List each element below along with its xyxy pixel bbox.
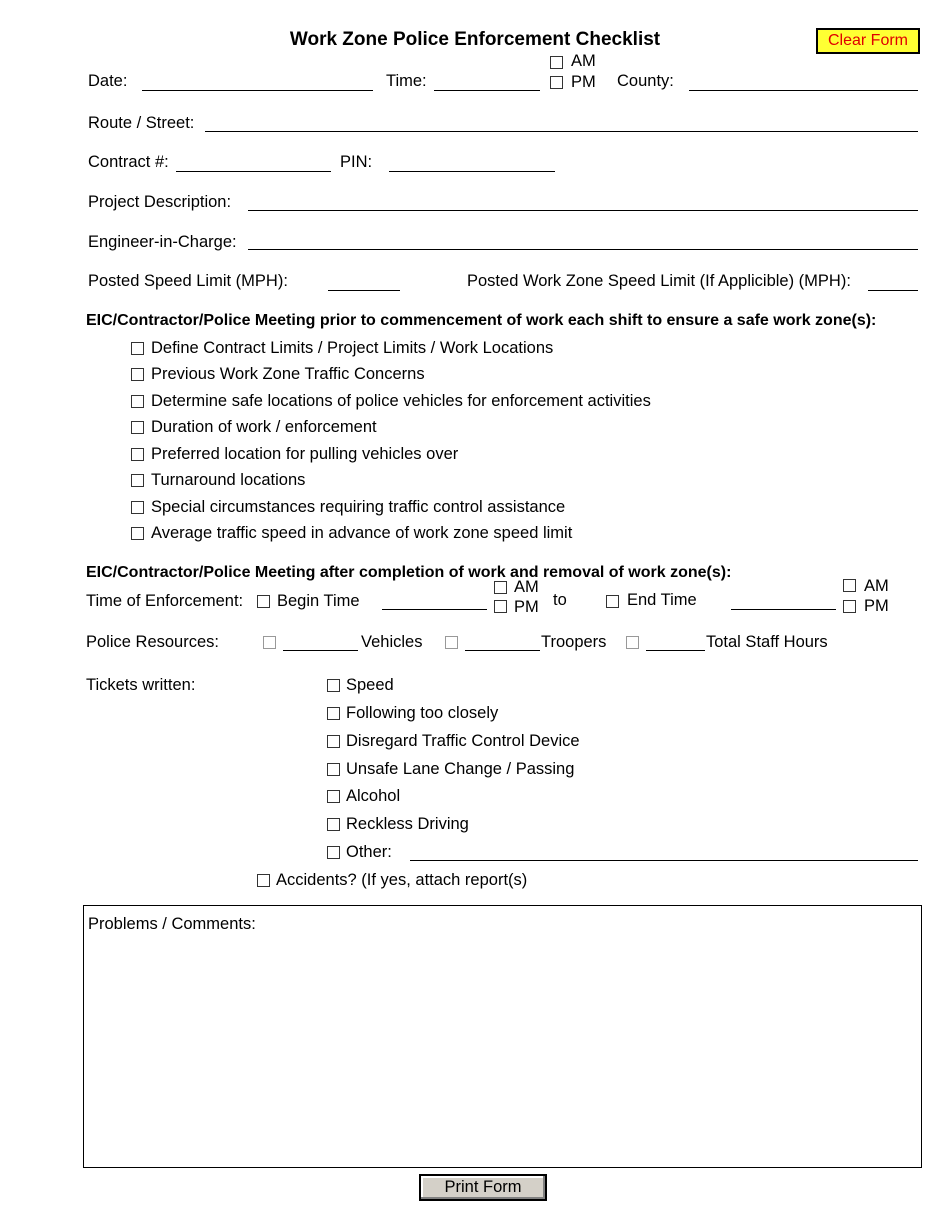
prior-item-checkbox[interactable] (131, 448, 144, 461)
accidents-checkbox[interactable] (257, 874, 270, 887)
tickets-label: Tickets written: (86, 676, 196, 694)
end-pm-checkbox[interactable] (843, 600, 856, 613)
troopers-count-field[interactable] (465, 650, 540, 651)
time-pm-label: PM (571, 73, 596, 91)
to-label: to (553, 591, 567, 609)
vehicles-count-field[interactable] (283, 650, 358, 651)
vehicles-checkbox[interactable] (263, 636, 276, 649)
meeting-after-heading: EIC/Contractor/Police Meeting after completion of work and removal of work zone(s): (86, 564, 732, 581)
time-field[interactable] (434, 90, 540, 91)
contract-label: Contract #: (88, 153, 169, 171)
posted-speed-label: Posted Speed Limit (MPH): (88, 272, 288, 290)
prior-item-checkbox[interactable] (131, 527, 144, 540)
ticket-label: Alcohol (346, 787, 401, 805)
print-form-button[interactable]: Print Form (419, 1174, 547, 1201)
prior-item-label: Preferred location for pulling vehicles over (151, 445, 459, 463)
work-zone-speed-field[interactable] (868, 290, 918, 291)
ticket-other-checkbox[interactable] (327, 846, 340, 859)
prior-item-checkbox[interactable] (131, 342, 144, 355)
begin-am-checkbox[interactable] (494, 581, 507, 594)
pin-field[interactable] (389, 171, 555, 172)
prior-item-checkbox[interactable] (131, 368, 144, 381)
end-pm-label: PM (864, 597, 889, 615)
begin-time-checkbox[interactable] (257, 595, 270, 608)
prior-item-label: Previous Work Zone Traffic Concerns (151, 365, 425, 383)
prior-item-checkbox[interactable] (131, 474, 144, 487)
ticket-label: Reckless Driving (346, 815, 469, 833)
end-am-label: AM (864, 577, 889, 595)
ticket-label: Disregard Traffic Control Device (346, 732, 580, 750)
time-label: Time: (386, 72, 427, 90)
accidents-label: Accidents? (If yes, attach report(s) (276, 871, 528, 889)
project-description-label: Project Description: (88, 193, 232, 211)
meeting-prior-heading: EIC/Contractor/Police Meeting prior to commencement of work each shift to ensure a safe work zone(s): (86, 312, 877, 329)
total-staff-hours-label: Total Staff Hours (706, 633, 828, 651)
prior-item-checkbox[interactable] (131, 395, 144, 408)
time-am-checkbox[interactable] (550, 56, 563, 69)
project-description-field[interactable] (248, 210, 918, 211)
prior-item-label: Define Contract Limits / Project Limits / Work Locations (151, 339, 554, 357)
staff-hours-field[interactable] (646, 650, 705, 651)
begin-time-field[interactable] (382, 609, 487, 610)
county-label: County: (617, 72, 674, 90)
ticket-checkbox[interactable] (327, 763, 340, 776)
date-field[interactable] (142, 90, 373, 91)
route-label: Route / Street: (88, 114, 195, 132)
ticket-other-label: Other: (346, 843, 392, 861)
staff-hours-checkbox[interactable] (626, 636, 639, 649)
clear-form-button[interactable]: Clear Form (816, 28, 920, 54)
police-resources-label: Police Resources: (86, 633, 219, 651)
county-field[interactable] (689, 90, 918, 91)
troopers-checkbox[interactable] (445, 636, 458, 649)
time-pm-checkbox[interactable] (550, 76, 563, 89)
prior-item-checkbox[interactable] (131, 421, 144, 434)
begin-pm-label: PM (514, 598, 539, 616)
ticket-label: Following too closely (346, 704, 499, 722)
prior-item-label: Average traffic speed in advance of work zone speed limit (151, 524, 573, 542)
end-time-field[interactable] (731, 609, 836, 610)
prior-item-label: Determine safe locations of police vehicles for enforcement activities (151, 392, 651, 410)
comments-box[interactable] (83, 905, 922, 1168)
prior-item-label: Duration of work / enforcement (151, 418, 377, 436)
date-label: Date: (88, 72, 128, 90)
begin-am-label: AM (514, 578, 539, 596)
engineer-field[interactable] (248, 249, 918, 250)
time-of-enforcement-label: Time of Enforcement: (86, 592, 244, 610)
prior-item-label: Special circumstances requiring traffic control assistance (151, 498, 566, 516)
posted-speed-field[interactable] (328, 290, 400, 291)
troopers-label: Troopers (541, 633, 607, 651)
time-am-label: AM (571, 52, 596, 70)
ticket-checkbox[interactable] (327, 818, 340, 831)
end-time-checkbox[interactable] (606, 595, 619, 608)
begin-pm-checkbox[interactable] (494, 600, 507, 613)
engineer-label: Engineer-in-Charge: (88, 233, 237, 251)
ticket-checkbox[interactable] (327, 707, 340, 720)
begin-time-label: Begin Time (277, 592, 360, 610)
route-field[interactable] (205, 131, 918, 132)
prior-item-checkbox[interactable] (131, 501, 144, 514)
end-am-checkbox[interactable] (843, 579, 856, 592)
ticket-label: Unsafe Lane Change / Passing (346, 760, 575, 778)
end-time-label: End Time (627, 591, 697, 609)
ticket-other-field[interactable] (410, 860, 918, 861)
ticket-label: Speed (346, 676, 394, 694)
comments-label: Problems / Comments: (88, 915, 256, 933)
vehicles-label: Vehicles (361, 633, 423, 651)
work-zone-speed-label: Posted Work Zone Speed Limit (If Applicible) (MPH): (467, 272, 851, 290)
form-title: Work Zone Police Enforcement Checklist (289, 29, 661, 50)
prior-item-label: Turnaround locations (151, 471, 306, 489)
pin-label: PIN: (340, 153, 373, 171)
contract-field[interactable] (176, 171, 331, 172)
ticket-checkbox[interactable] (327, 679, 340, 692)
ticket-checkbox[interactable] (327, 735, 340, 748)
ticket-checkbox[interactable] (327, 790, 340, 803)
